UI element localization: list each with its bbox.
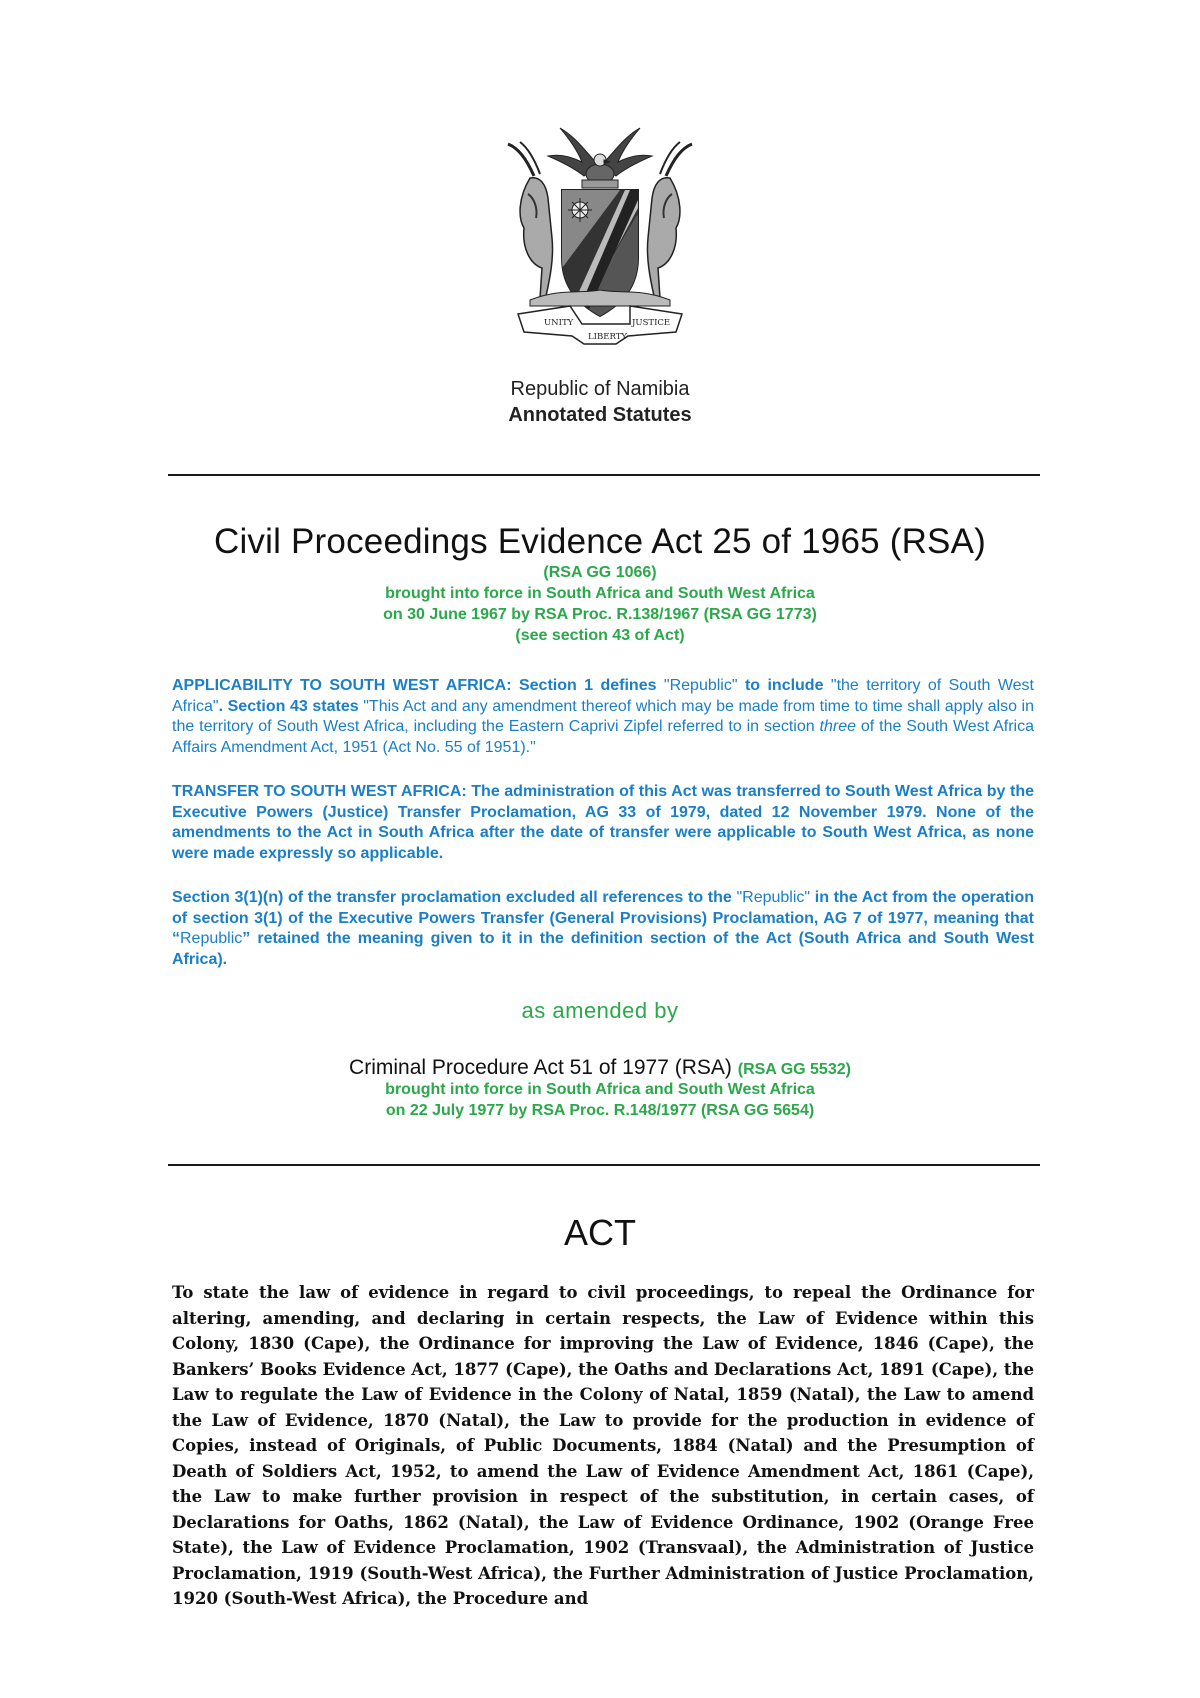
act-gazette: (RSA GG 1066) [543,564,657,581]
applicability-note: APPLICABILITY TO SOUTH WEST AFRICA: Section 1 defines "Republic" to include "the territory of South West Africa". Section 43 states "This Act and any amendment thereof which may be made from time to time shall apply also in the territory of South West Africa, including the Eastern Caprivi Zipfel referred to in section three of the South West Africa Affairs Amendment Act, 1951 (Act No. 55 of 1951)." [172,677,1035,756]
motto-justice: JUSTICE [632,318,671,328]
act-title: Civil Proceedings Evidence Act 25 of 1965 (RSA) [213,522,987,561]
long-title: To state the law of evidence in regard to civil proceedings, to repeal the Ordinance for altering, amending, and declaring in certain respects, the Law of Evidence within this Colony, 1830 (Cape), the Ordinance for improving the Law of Evidence, 1846 (Cape), the Bankers’ Books Evidence Act, 1877 (Cape), the Oaths and Declarations Act, 1891 (Cape), the Law to regulate the Law of Evidence in the Colony of Natal, 1859 (Natal), the Law to amend the Law of Evidence, 1870 (Natal), the Law to provide for the production in evidence of Copies, instead of Originals, of Public Documents, 1884 (Natal) and the Presumption of Death of Soldiers Act, 1952, to amend the Law of Evidence Amendment Act, 1861 (Cape), the Law to make further provision in respect of the substitution, in certain cases, of Declarations for Oaths, 1862 (Natal), the Law of Evidence Ordinance, 1902 (Orange Free State), the Law of Evidence Proclamation, 1902 (Transvaal), the Administration of Justice Proclamation, 1919 (South-West Africa), the Further Administration of Justice Proclamation, 1920 (South-West Africa), the Procedure and [172,1283,1034,1608]
annotated-statutes: Annotated Statutes [508,404,692,426]
republic-name: Republic of Namibia [510,378,690,400]
transfer-note: TRANSFER TO SOUTH WEST AFRICA: The administration of this Act was transferred to South West Africa by the Executive Powers (Justice) Transfer Proclamation, AG 33 of 1979, dated 12 November 1979. None of the amendments to the Act in South Africa after the date of transfer were applicable to South West Africa, as none were made expressly so applicable. [172,783,1034,862]
section3-note: Section 3(1)(n) of the transfer proclamation excluded all references to the "Republic" in the Act from the operation of section 3(1) of the Executive Powers Transfer (General Provisions) Proclamation, AG 7 of 1977, meaning that “Republic” retained the meaning given to it in the definition section of the Act (South Africa and South West Africa). [172,889,1035,968]
act-force-line-2: on 30 June 1967 by RSA Proc. R.138/1967 (RSA GG 1773) [383,606,817,623]
motto-liberty: LIBERTY [588,332,627,342]
amendment-force-line-2: on 22 July 1977 by RSA Proc. R.148/1977 (RSA GG 5654) [385,1102,815,1119]
act-heading: ACT [564,1212,636,1253]
divider-bottom [168,1164,1040,1166]
coat-of-arms-icon [500,118,700,356]
amendment-title: Criminal Procedure Act 51 of 1977 (RSA) (RSA GG 5532) [349,1056,851,1079]
amendment-force-line-1: brought into force in South Africa and South West Africa [385,1081,815,1098]
amended-by-label: as amended by [521,998,679,1023]
act-force-line-1: brought into force in South Africa and South West Africa [385,585,815,602]
motto-unity: UNITY [544,318,574,328]
divider-top [168,474,1040,476]
act-force-line-3: (see section 43 of Act) [515,627,685,644]
